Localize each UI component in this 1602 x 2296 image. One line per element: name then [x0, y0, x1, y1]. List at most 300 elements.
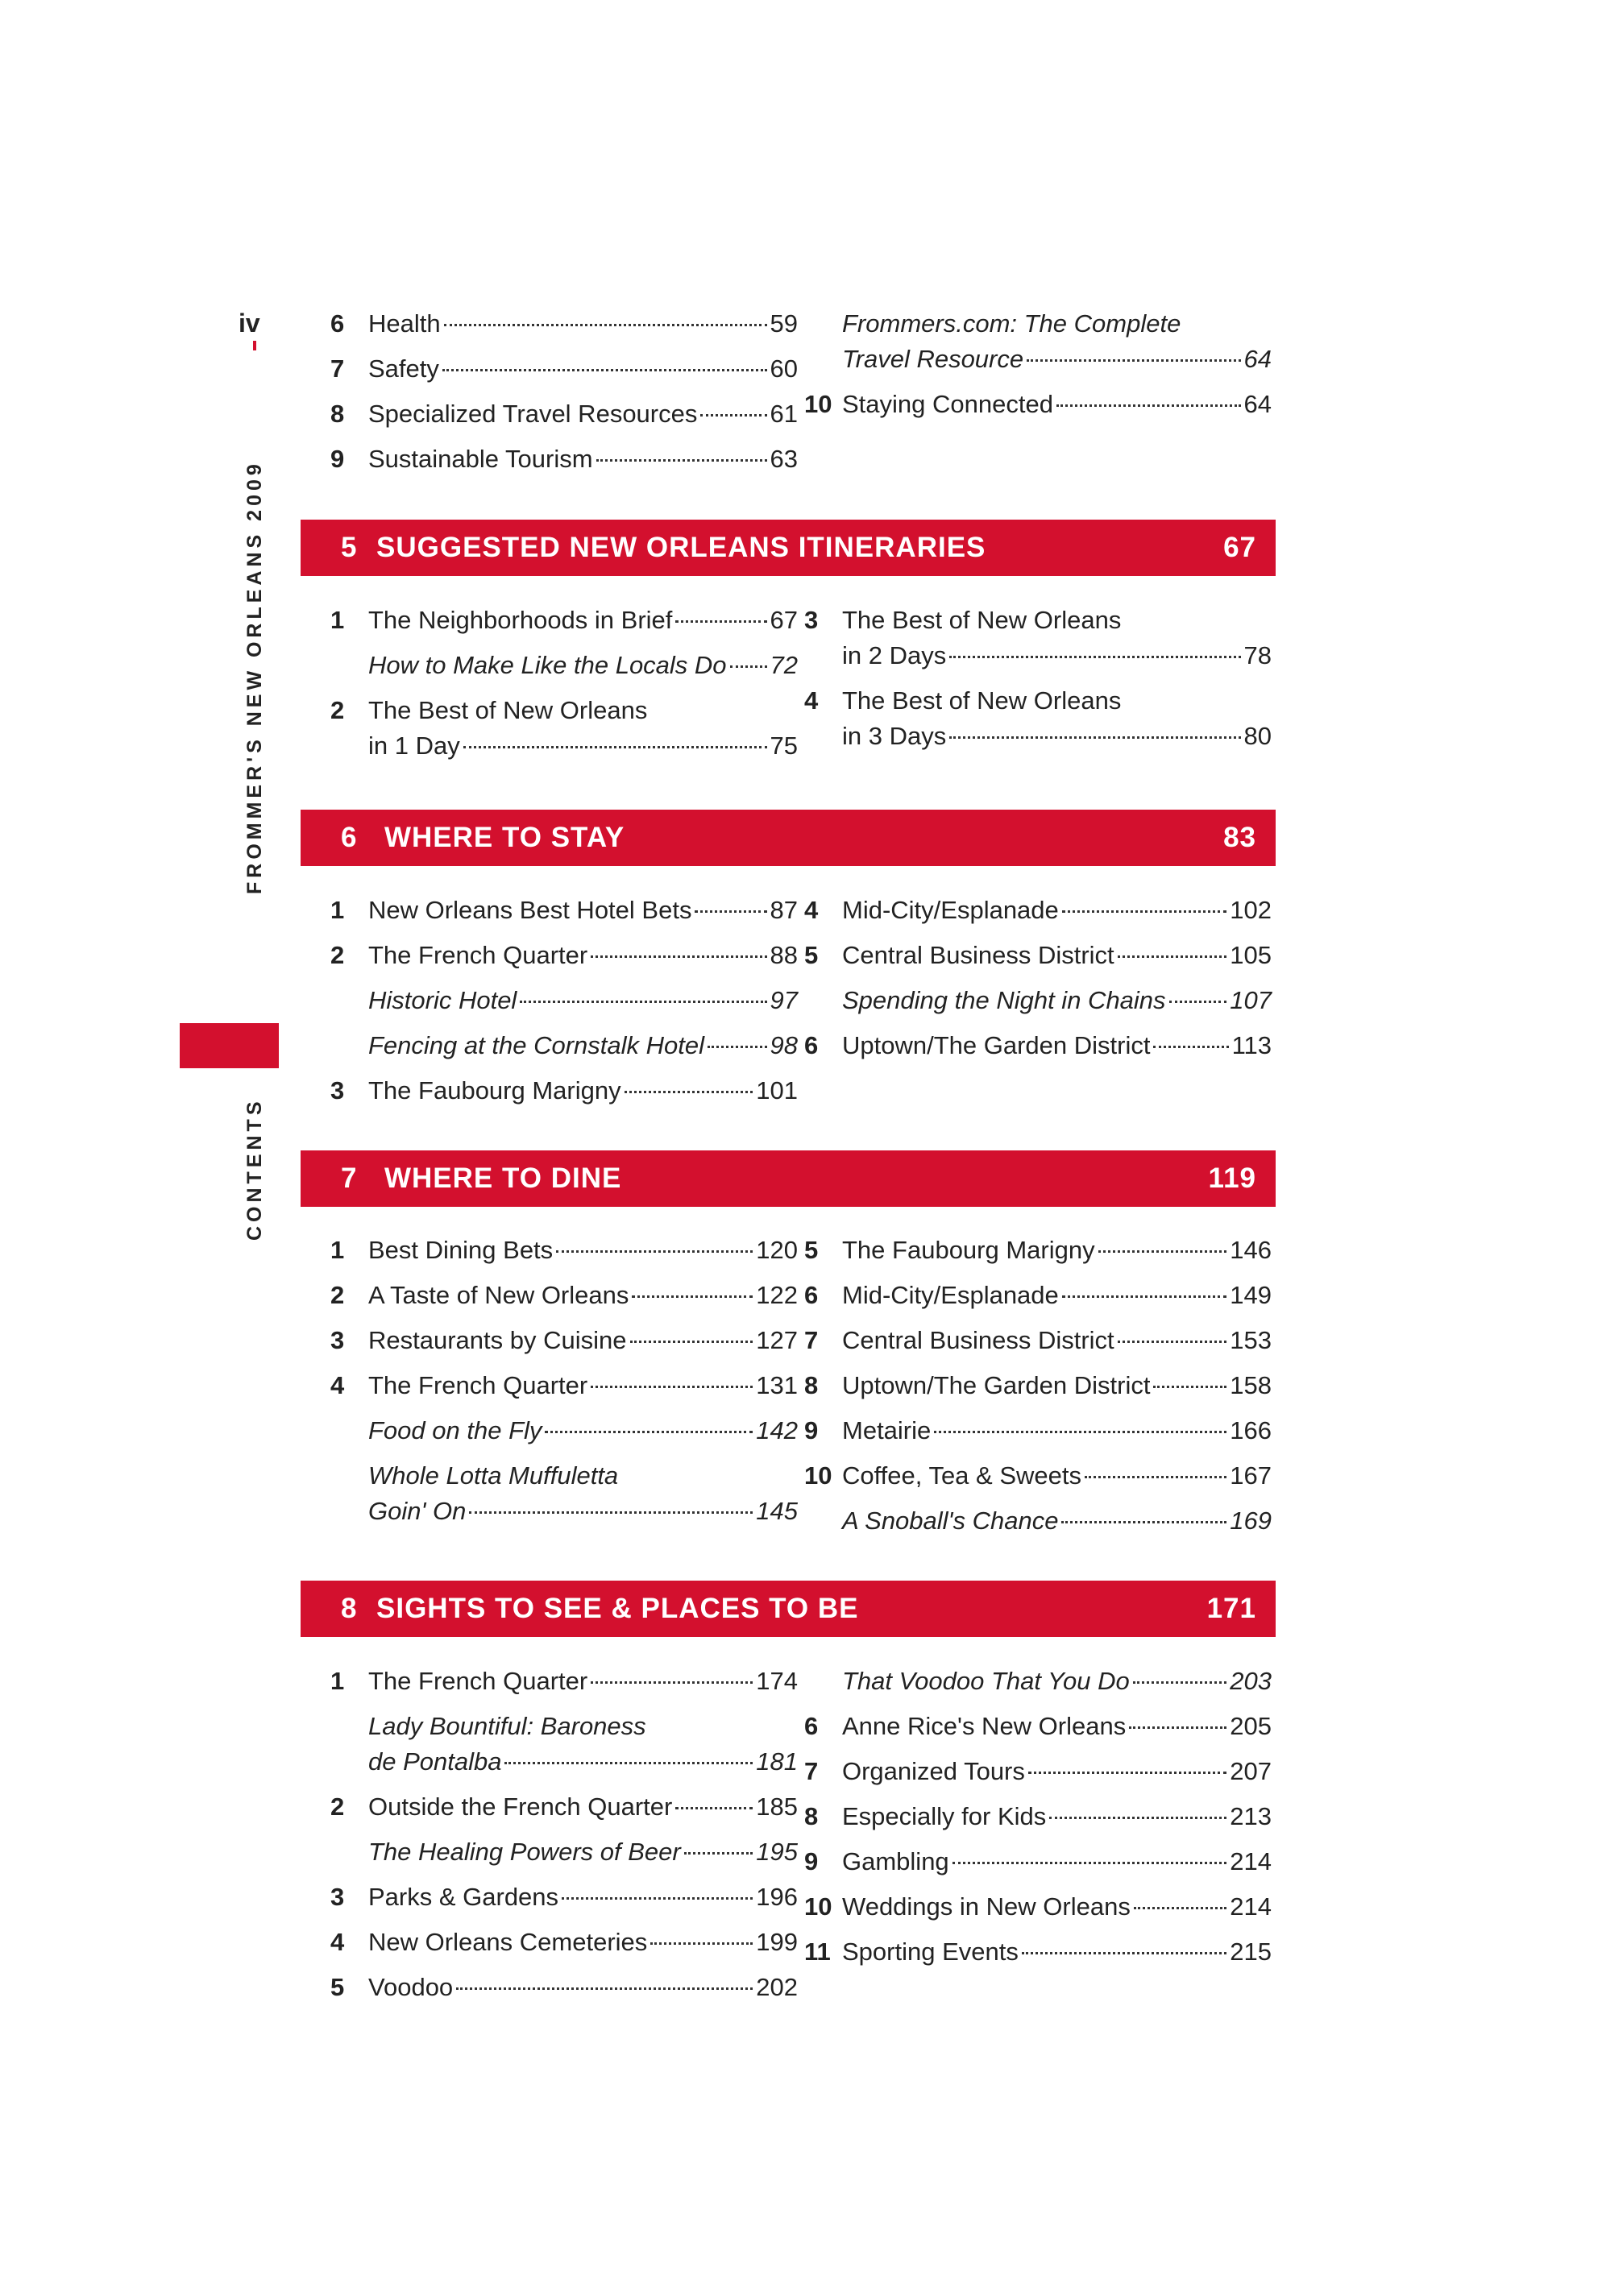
toc-entry-title: Staying Connected — [842, 390, 1053, 418]
toc-entry-page: 213 — [1230, 1802, 1272, 1830]
chapter-banner[interactable] — [301, 520, 1276, 576]
toc-entry-body — [842, 938, 1272, 973]
toc-entry[interactable] — [330, 306, 798, 342]
dot-leader — [949, 736, 1240, 739]
dot-leader — [591, 955, 766, 958]
toc-entry-number: 11 — [804, 1938, 831, 1966]
toc-entry[interactable] — [804, 1844, 1272, 1879]
toc-entry-page: 120 — [756, 1236, 798, 1264]
toc-entry-title: A Snoball's Chance — [842, 1506, 1059, 1535]
toc-entry-title-line: Lady Bountiful: Baroness — [368, 1712, 646, 1740]
toc-entry-page: 61 — [770, 400, 798, 428]
toc-entry-body — [368, 1879, 798, 1915]
dot-leader — [630, 1341, 753, 1343]
dot-leader — [934, 1431, 1226, 1433]
dot-leader — [591, 1681, 753, 1684]
toc-entry-body — [368, 351, 798, 387]
toc-entry-body — [368, 306, 798, 342]
dot-leader — [700, 414, 766, 417]
toc-entry[interactable] — [330, 1073, 798, 1109]
toc-entry-number: 4 — [330, 1928, 345, 1956]
toc-entry[interactable] — [804, 603, 1272, 673]
toc-entry-page: 169 — [1230, 1506, 1272, 1535]
toc-entry[interactable] — [804, 1233, 1272, 1268]
toc-entry-page: 98 — [770, 1031, 798, 1059]
chapter-left-column — [330, 893, 798, 1118]
toc-entry-body — [368, 1834, 798, 1870]
toc-entry-number: 6 — [804, 1712, 819, 1740]
toc-entry-title: Uptown/The Garden District — [842, 1371, 1151, 1399]
toc-entry-page: 60 — [770, 354, 798, 383]
toc-entry[interactable] — [330, 938, 798, 973]
toc-entry-title: The Faubourg Marigny — [368, 1076, 621, 1104]
toc-entry-number: 2 — [330, 941, 345, 969]
toc-entry-page: 127 — [756, 1326, 798, 1354]
toc-entry-number: 9 — [804, 1847, 819, 1875]
dot-leader — [1062, 1295, 1226, 1298]
dot-leader — [469, 1511, 753, 1514]
chapter-page: 171 — [1206, 1593, 1256, 1624]
toc-entry-page: 142 — [756, 1416, 798, 1444]
toc-entry[interactable] — [804, 1458, 1272, 1494]
chapter-page: 119 — [1208, 1163, 1256, 1194]
toc-entry-title: Metairie — [842, 1416, 932, 1444]
toc-entry-body — [842, 1754, 1272, 1789]
dot-leader — [949, 656, 1240, 658]
toc-entry-title: in 3 Days — [842, 722, 947, 750]
toc-entry-title-line: The Best of New Orleans — [842, 686, 1122, 715]
toc-entry[interactable] — [804, 387, 1272, 422]
toc-entry-title: Best Dining Bets — [368, 1236, 554, 1264]
toc-entry-number: 7 — [804, 1326, 819, 1354]
toc-entry-page: 107 — [1230, 986, 1272, 1014]
dot-leader — [596, 459, 767, 462]
toc-entry-page: 101 — [756, 1076, 798, 1104]
toc-entry[interactable] — [804, 1323, 1272, 1358]
toc-entry-number: 7 — [804, 1757, 819, 1785]
toc-subentry[interactable] — [804, 1664, 1272, 1699]
toc-entry-number: 8 — [804, 1802, 819, 1830]
toc-entry-page: 181 — [756, 1747, 798, 1776]
toc-entry-page: 167 — [1230, 1461, 1272, 1490]
dot-leader — [520, 1001, 766, 1003]
toc-entry[interactable] — [804, 1028, 1272, 1063]
dot-leader — [562, 1897, 753, 1900]
chapter-banner[interactable] — [301, 1581, 1276, 1637]
toc-entry-page: 75 — [770, 731, 798, 760]
dot-leader — [444, 324, 767, 326]
dot-leader — [1027, 359, 1240, 362]
toc-entry-title-line: The Best of New Orleans — [368, 696, 648, 724]
toc-entry-title: Gambling — [842, 1847, 949, 1875]
dot-leader — [695, 910, 766, 913]
toc-entry-title-line: Frommers.com: The Complete — [842, 309, 1181, 338]
toc-entry-body — [842, 1844, 1272, 1879]
toc-entry-page: 158 — [1230, 1371, 1272, 1399]
toc-entry-title-line: Whole Lotta Muffuletta — [368, 1461, 619, 1490]
toc-entry-body — [368, 1664, 798, 1699]
dot-leader — [1134, 1907, 1226, 1909]
toc-subentry[interactable] — [330, 1028, 798, 1063]
toc-entry-page: 195 — [756, 1838, 798, 1866]
toc-entry-title: in 1 Day — [368, 731, 460, 760]
toc-entry-page: 199 — [756, 1928, 798, 1956]
chapter-left-column — [330, 603, 798, 773]
toc-entry-page: 185 — [756, 1792, 798, 1821]
toc-entry-page: 102 — [1230, 896, 1272, 924]
toc-entry-body — [368, 983, 798, 1018]
toc-entry-number: 3 — [330, 1076, 345, 1104]
dot-leader — [632, 1295, 753, 1298]
chapter-number: 5 — [341, 532, 357, 563]
toc-entry[interactable] — [804, 1889, 1272, 1925]
chapter-left-column — [330, 1664, 798, 2015]
dot-leader — [625, 1091, 753, 1093]
dot-leader — [675, 1807, 753, 1809]
side-tab-marker — [180, 1023, 279, 1068]
dot-leader — [1129, 1726, 1226, 1729]
toc-entry-body — [842, 387, 1272, 422]
dot-leader — [545, 1431, 753, 1433]
toc-entry[interactable] — [330, 351, 798, 387]
chapter-banner[interactable] — [301, 1150, 1276, 1207]
toc-entry-body — [842, 1934, 1272, 1970]
toc-entry-number: 5 — [804, 941, 819, 969]
toc-entry-body — [368, 603, 798, 638]
dot-leader — [1028, 1772, 1226, 1774]
toc-entry-page: 174 — [756, 1667, 798, 1695]
toc-entry-body — [842, 893, 1272, 928]
chapter-banner[interactable] — [301, 810, 1276, 866]
toc-entry[interactable] — [804, 1799, 1272, 1834]
toc-entry-title: Mid-City/Esplanade — [842, 896, 1059, 924]
dot-leader — [1098, 1250, 1227, 1253]
toc-entry[interactable] — [330, 1970, 798, 2005]
toc-subentry[interactable] — [330, 983, 798, 1018]
chapter-title: WHERE TO DINE — [384, 1163, 622, 1194]
dot-leader — [684, 1852, 753, 1855]
toc-entry-body — [842, 1278, 1272, 1313]
toc-entry-title: The Neighborhoods in Brief — [368, 606, 673, 634]
dot-leader — [504, 1762, 753, 1764]
toc-entry-title: Goin' On — [368, 1497, 467, 1525]
dot-leader — [442, 369, 767, 371]
toc-entry-title: Travel Resource — [842, 345, 1024, 373]
chapter-number: 8 — [341, 1593, 357, 1624]
toc-entry-body — [842, 1458, 1272, 1494]
toc-entry-page: 214 — [1230, 1847, 1272, 1875]
toc-entry[interactable] — [804, 683, 1272, 754]
toc-entry-body — [368, 1925, 798, 1960]
dot-leader — [708, 1046, 767, 1048]
toc-entry-title: Health — [368, 309, 441, 338]
toc-entry-title: Sustainable Tourism — [368, 445, 593, 473]
toc-entry-page: 203 — [1230, 1667, 1272, 1695]
toc-entry-page: 166 — [1230, 1416, 1272, 1444]
toc-entry-title: Mid-City/Esplanade — [842, 1281, 1059, 1309]
toc-entry-title: Restaurants by Cuisine — [368, 1326, 627, 1354]
toc-entry-page: 214 — [1230, 1892, 1272, 1921]
toc-entry[interactable] — [330, 396, 798, 432]
toc-entry-page: 72 — [770, 651, 798, 679]
toc-entry[interactable] — [330, 603, 798, 638]
toc-entry-title: How to Make Like the Locals Do — [368, 651, 727, 679]
toc-entry-page: 196 — [756, 1883, 798, 1911]
toc-entry-title: Fencing at the Cornstalk Hotel — [368, 1031, 704, 1059]
toc-entry-number: 6 — [804, 1281, 819, 1309]
toc-entry-number: 1 — [330, 896, 345, 924]
chapter-left-column — [330, 1233, 798, 1539]
toc-entry-body — [368, 441, 798, 477]
chapter-number: 7 — [341, 1163, 357, 1194]
toc-entry-title: Central Business District — [842, 1326, 1114, 1354]
dot-leader — [952, 1862, 1227, 1864]
toc-entry-number: 10 — [804, 1892, 832, 1921]
toc-entry-page: 146 — [1230, 1236, 1272, 1264]
toc-entry-title: Outside the French Quarter — [368, 1792, 673, 1821]
toc-entry-body — [368, 938, 798, 973]
toc-entry[interactable] — [330, 1664, 798, 1699]
toc-entry-title: Voodoo — [368, 1973, 454, 2001]
chapter-title: SUGGESTED NEW ORLEANS ITINERARIES — [376, 532, 986, 563]
toc-entry[interactable] — [330, 1233, 798, 1268]
toc-entry-page: 149 — [1230, 1281, 1272, 1309]
toc-entry-body — [842, 1368, 1272, 1403]
toc-entry-body — [368, 1323, 798, 1358]
toc-entry-title: The Faubourg Marigny — [842, 1236, 1095, 1264]
toc-entry-number: 2 — [330, 1792, 345, 1821]
dot-leader — [1133, 1681, 1227, 1684]
toc-entry-page: 113 — [1231, 1031, 1272, 1059]
toc-entry-body — [842, 1028, 1272, 1063]
toc-entry-body — [842, 683, 1272, 754]
dot-leader — [730, 665, 767, 668]
dot-leader — [1061, 1521, 1226, 1523]
toc-entry-title: Food on the Fly — [368, 1416, 542, 1444]
chapter-right-column — [804, 893, 1272, 1073]
toc-entry-body — [368, 1413, 798, 1448]
dot-leader — [1118, 955, 1227, 958]
toc-entry-number: 6 — [330, 309, 345, 338]
dot-leader — [1118, 1341, 1227, 1343]
toc-entry-page: 153 — [1230, 1326, 1272, 1354]
toc-entry-body — [842, 603, 1272, 673]
toc-entry[interactable] — [330, 1278, 798, 1313]
toc-entry-body — [368, 1073, 798, 1109]
toc-subentry[interactable] — [804, 1503, 1272, 1539]
toc-entry[interactable] — [804, 1934, 1272, 1970]
toc-entry-title: A Taste of New Orleans — [368, 1281, 629, 1309]
toc-subentry[interactable] — [330, 1709, 798, 1780]
toc-entry-number: 10 — [804, 390, 832, 418]
toc-entry-title: Coffee, Tea & Sweets — [842, 1461, 1081, 1490]
toc-entry[interactable] — [330, 1789, 798, 1825]
running-head-book: FROMMER'S NEW ORLEANS 2009 — [243, 460, 266, 894]
toc-entry-body — [842, 1889, 1272, 1925]
toc-entry[interactable] — [804, 938, 1272, 973]
toc-entry-body — [368, 693, 798, 764]
toc-entry-body — [368, 893, 798, 928]
toc-entry[interactable] — [330, 1323, 798, 1358]
toc-entry-body — [842, 1503, 1272, 1539]
toc-entry-number: 1 — [330, 1236, 345, 1264]
chapter-page: 67 — [1223, 532, 1256, 563]
toc-entry-body — [368, 396, 798, 432]
dot-leader — [1022, 1952, 1226, 1954]
chapter-right-column — [804, 1233, 1272, 1548]
toc-entry-body — [842, 1413, 1272, 1448]
toc-entry-title: Sporting Events — [842, 1938, 1019, 1966]
dot-leader — [1153, 1386, 1226, 1388]
toc-entry-page: 78 — [1243, 641, 1272, 669]
toc-entry-number: 1 — [330, 606, 345, 634]
toc-subentry[interactable] — [330, 1413, 798, 1448]
toc-entry-number: 10 — [804, 1461, 832, 1490]
toc-entry-title: Especially for Kids — [842, 1802, 1047, 1830]
toc-entry-page: 64 — [1243, 390, 1272, 418]
toc-entry-page: 205 — [1230, 1712, 1272, 1740]
toc-subentry[interactable] — [804, 983, 1272, 1018]
toc-entry-title: Historic Hotel — [368, 986, 517, 1014]
chapter-right-column — [804, 603, 1272, 764]
dot-leader — [675, 620, 766, 623]
toc-entry-page: 97 — [770, 986, 798, 1014]
top-left-column — [330, 306, 798, 487]
toc-entry-page: 59 — [770, 309, 798, 338]
toc-entry-body — [368, 1970, 798, 2005]
toc-entry-title-line: The Best of New Orleans — [842, 606, 1122, 634]
toc-entry-page: 87 — [770, 896, 798, 924]
toc-entry-title: Specialized Travel Resources — [368, 400, 698, 428]
toc-entry-body — [842, 983, 1272, 1018]
toc-entry-body — [368, 1789, 798, 1825]
toc-entry-number: 3 — [804, 606, 819, 634]
chapter-title: SIGHTS TO SEE & PLACES TO BE — [376, 1593, 859, 1624]
toc-entry-body — [842, 1233, 1272, 1268]
toc-entry[interactable] — [804, 1709, 1272, 1744]
toc-entry-page: 64 — [1243, 345, 1272, 373]
toc-entry[interactable] — [330, 1925, 798, 1960]
toc-entry-title: Organized Tours — [842, 1757, 1025, 1785]
toc-entry-number: 8 — [330, 400, 345, 428]
toc-entry-body — [368, 1233, 798, 1268]
toc-entry-body — [842, 1664, 1272, 1699]
dot-leader — [1056, 404, 1241, 407]
toc-entry-title: The French Quarter — [368, 941, 588, 969]
chapter-number: 6 — [341, 822, 357, 853]
dot-leader — [456, 1987, 753, 1990]
toc-entry[interactable] — [804, 1368, 1272, 1403]
toc-entry-title: The French Quarter — [368, 1371, 588, 1399]
toc-entry-page: 131 — [756, 1371, 798, 1399]
toc-entry-page: 105 — [1230, 941, 1272, 969]
toc-entry[interactable] — [804, 1754, 1272, 1789]
toc-entry[interactable] — [804, 893, 1272, 928]
dot-leader — [1049, 1817, 1226, 1819]
toc-entry-number: 2 — [330, 696, 345, 724]
toc-entry-number: 3 — [330, 1326, 345, 1354]
toc-entry-body — [368, 1028, 798, 1063]
dot-leader — [1169, 1001, 1227, 1003]
toc-entry-number: 4 — [804, 686, 819, 715]
toc-entry-body — [368, 1368, 798, 1403]
dot-leader — [1153, 1046, 1228, 1048]
toc-subentry[interactable] — [330, 1458, 798, 1529]
dot-leader — [591, 1386, 753, 1388]
toc-entry[interactable] — [330, 693, 798, 764]
toc-entry-body — [842, 306, 1272, 377]
toc-entry-title: Central Business District — [842, 941, 1114, 969]
toc-entry[interactable] — [804, 1278, 1272, 1313]
toc-entry-number: 4 — [804, 896, 819, 924]
toc-entry-title: Anne Rice's New Orleans — [842, 1712, 1127, 1740]
toc-entry-page: 67 — [770, 606, 798, 634]
toc-entry-title: de Pontalba — [368, 1747, 502, 1776]
chapter-page: 83 — [1223, 822, 1256, 853]
toc-entry-body — [842, 1799, 1272, 1834]
toc-entry-page: 80 — [1243, 722, 1272, 750]
toc-entry[interactable] — [330, 1879, 798, 1915]
toc-entry-page: 122 — [756, 1281, 798, 1309]
chapter-title: WHERE TO STAY — [384, 822, 625, 853]
chapter-right-column — [804, 1664, 1272, 1979]
toc-entry-number: 1 — [330, 1667, 345, 1695]
toc-entry-title: New Orleans Cemeteries — [368, 1928, 648, 1956]
toc-entry-title: Safety — [368, 354, 439, 383]
toc-entry-body — [842, 1323, 1272, 1358]
toc-entry-page: 63 — [770, 445, 798, 473]
toc-entry-page: 145 — [756, 1497, 798, 1525]
toc-entry-title: The Healing Powers of Beer — [368, 1838, 681, 1866]
toc-entry-title: Weddings in New Orleans — [842, 1892, 1131, 1921]
toc-entry-body — [368, 648, 798, 683]
toc-entry-page: 207 — [1230, 1757, 1272, 1785]
toc-entry-title: Uptown/The Garden District — [842, 1031, 1151, 1059]
toc-entry-number: 2 — [330, 1281, 345, 1309]
toc-entry-title: Spending the Night in Chains — [842, 986, 1166, 1014]
toc-entry-number: 7 — [330, 354, 345, 383]
page-number: iv — [239, 309, 260, 338]
dot-leader — [556, 1250, 753, 1253]
toc-entry-body — [842, 1709, 1272, 1744]
toc-entry[interactable] — [330, 441, 798, 477]
toc-entry-page: 202 — [756, 1973, 798, 2001]
toc-entry-body — [368, 1709, 798, 1780]
dot-leader — [463, 746, 767, 748]
toc-entry-body — [368, 1278, 798, 1313]
toc-entry[interactable] — [330, 1368, 798, 1403]
toc-entry-title: The French Quarter — [368, 1667, 588, 1695]
toc-entry-number: 3 — [330, 1883, 345, 1911]
toc-entry[interactable] — [804, 1413, 1272, 1448]
toc-entry-page: 215 — [1230, 1938, 1272, 1966]
toc-entry-title: Parks & Gardens — [368, 1883, 559, 1911]
toc-subentry[interactable] — [330, 1834, 798, 1870]
toc-entry-number: 8 — [804, 1371, 819, 1399]
top-right-column — [804, 306, 1272, 432]
toc-subentry[interactable] — [804, 306, 1272, 377]
toc-entry-number: 5 — [804, 1236, 819, 1264]
toc-entry-page: 88 — [770, 941, 798, 969]
toc-subentry[interactable] — [330, 648, 798, 683]
toc-entry[interactable] — [330, 893, 798, 928]
toc-entry-number: 5 — [330, 1973, 345, 2001]
toc-entry-body — [368, 1458, 798, 1529]
toc-entry-number: 6 — [804, 1031, 819, 1059]
toc-entry-title: That Voodoo That You Do — [842, 1667, 1130, 1695]
dot-leader — [1062, 910, 1226, 913]
running-head-section: CONTENTS — [243, 1097, 266, 1241]
